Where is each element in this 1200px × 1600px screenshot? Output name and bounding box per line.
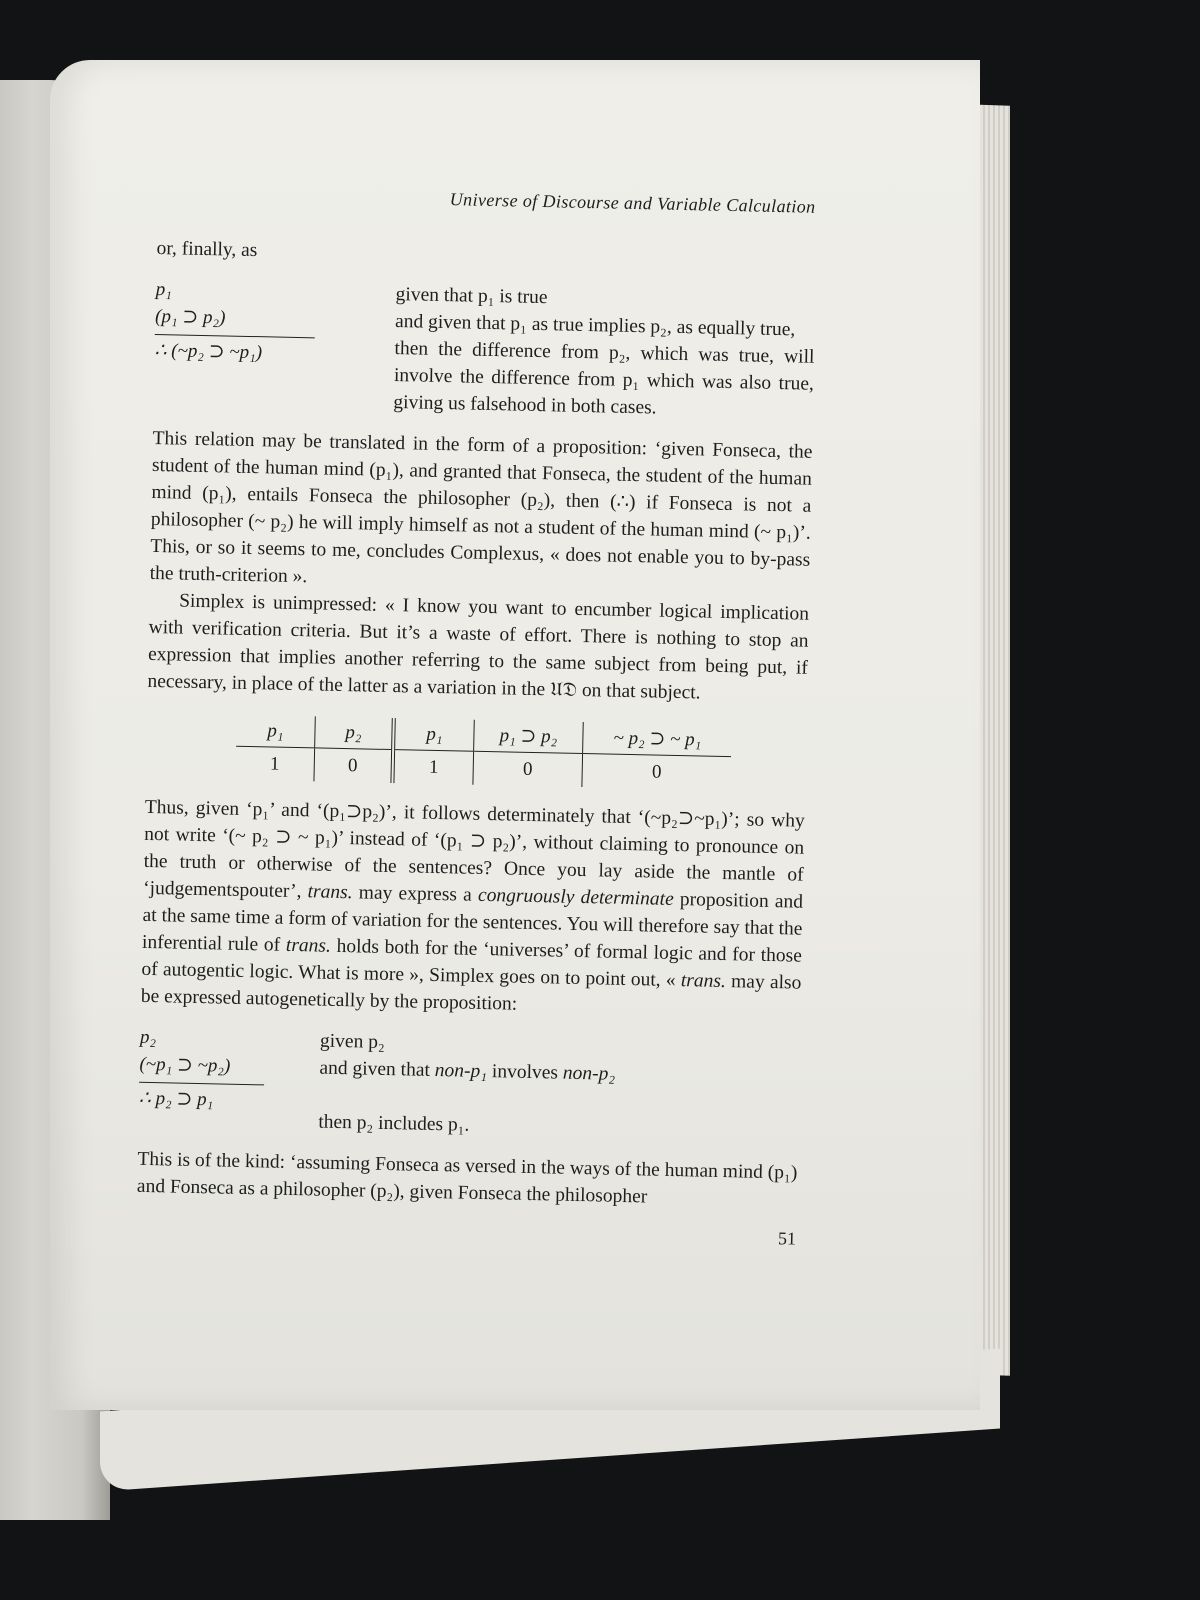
- page-content: [136, 180, 818, 1253]
- derivation-1-gloss-2: and given that p₁ as true implies p₂, as equally true,: [394, 310, 796, 341]
- derivation-2-gloss-1: given p₂: [319, 1030, 385, 1053]
- derivation-1-gloss-1: given that p₁ is true: [395, 284, 548, 309]
- derivation-2: [138, 1024, 800, 1146]
- paragraph-3-em-3: trans.: [285, 934, 332, 957]
- derivation-2-gloss-2b: involves: [491, 1061, 559, 1084]
- paragraph-3-em-4: trans.: [680, 970, 727, 993]
- truth-table-header-cell: ~ p₂ ⊃ ~ p₁: [583, 722, 732, 757]
- paragraph-2: Simplex is unimpressed: « I know you want to encumber logical implication with verification criteria. But it’s a waste of effort. There is nothing to stop an expression that implies another referring to the same subject from being put, if necessary, in place of the latter as a variation in the 𝔘𝔇 on that subject.: [147, 590, 810, 704]
- truth-table-header-cell: p₂: [315, 716, 394, 749]
- truth-table-cell: 1: [392, 750, 473, 785]
- derivation-1-conclusion: ∴ (~p₂ ⊃ ~p₁): [154, 339, 263, 364]
- truth-table-cell: 1: [269, 753, 280, 775]
- truth-table-cell: 0: [314, 748, 393, 783]
- derivation-1-gloss-3: then the difference from p₂, which was true, will involve the difference from p₁ which was also true, giving us falsehood in both cases.: [393, 337, 815, 419]
- derivation-2-gloss-3: then p₂ includes p₁.: [318, 1111, 470, 1136]
- derivation-2-gloss: [318, 1028, 800, 1146]
- intro-line: or, finally, as: [156, 237, 258, 262]
- derivation-1-premise-1: p₁: [155, 278, 173, 301]
- paragraph-3-part-b: may express a: [358, 882, 473, 906]
- truth-table-cell: 0: [473, 751, 583, 787]
- truth-table-cell: 0: [582, 754, 731, 791]
- paragraph-3-part-a: Thus, given ‘p₁’ and ‘(p₁⊃p₂)’, it follows determinately that ‘(~p₂⊃~p₁)’; so why not write ‘(~ p₂ ⊃ ~ p₁)’ instead of ‘(p₁ ⊃ p₂)’, without claiming to pronounce on the truth or otherwise of the sentences? Once you lay aside the mantle of ‘judgementspouter’,: [142, 796, 805, 903]
- paragraph-3: [141, 794, 805, 1024]
- truth-table: [235, 715, 731, 790]
- paragraph-3-em-1: trans.: [307, 881, 353, 904]
- derivation-2-gloss-2a: and given that: [319, 1057, 431, 1081]
- paragraph-1: This relation may be translated in the form of a proposition: ‘given Fonseca, the student of the human mind (p₁), and granted that Fonseca, the student of the human mind (p₁), entails Fonseca the philosopher (p₂), then (∴) if Fonseca is not a philosopher (~ p₂) he will imply himself as not a student of the human mind (~ p₁)’. This, or so it seems to me, concludes Complexus, « does not enable you to by-pass the truth-criterion ».: [149, 427, 813, 588]
- derivation-2-premise-2: (~p₁ ⊃ ~p₂): [139, 1053, 231, 1077]
- paragraph-3-part-e: may also be expressed autogenetically by the proposition:: [140, 971, 802, 1015]
- paragraph-3-part-d: holds both for the ‘universes’ of formal logic and for those of autogentic logic. What is more », Simplex goes on to point out, «: [141, 935, 803, 992]
- derivation-2-gloss-em-2: non-p₂: [562, 1062, 616, 1085]
- derivation-2-conclusion: ∴ p₂ ⊃ p₁: [138, 1087, 214, 1111]
- derivation-2-formulas: [138, 1024, 320, 1136]
- derivation-2-premise-1: p₂: [139, 1026, 157, 1049]
- derivation-1-premise-2: (p₁ ⊃ p₂): [154, 305, 226, 329]
- truth-table-header-cell: p₁: [393, 718, 474, 751]
- paragraph-3-part-c: proposition and at the same time a form of variation for the sentences. You will therefore say that the inferential rule of: [141, 889, 804, 956]
- page-number: 51: [777, 1228, 797, 1249]
- running-head: Universe of Discourse and Variable Calculation: [449, 189, 816, 217]
- derivation-1-formulas: [153, 276, 396, 416]
- truth-table-header-cell: p₁ ⊃ p₂: [474, 720, 584, 754]
- paragraph-4: This is of the kind: ‘assuming Fonseca as versed in the ways of the human mind (p₁) and Fonseca as a philosopher (p₂), given Fonseca the philosopher: [136, 1148, 798, 1208]
- derivation-1-gloss: [393, 281, 816, 425]
- paragraph-3-em-2: congruously determinate: [477, 884, 674, 910]
- truth-table-header-cell: p₁: [236, 715, 315, 748]
- derivation-1: [153, 276, 816, 425]
- derivation-2-gloss-em-1: non-p₁: [434, 1059, 488, 1083]
